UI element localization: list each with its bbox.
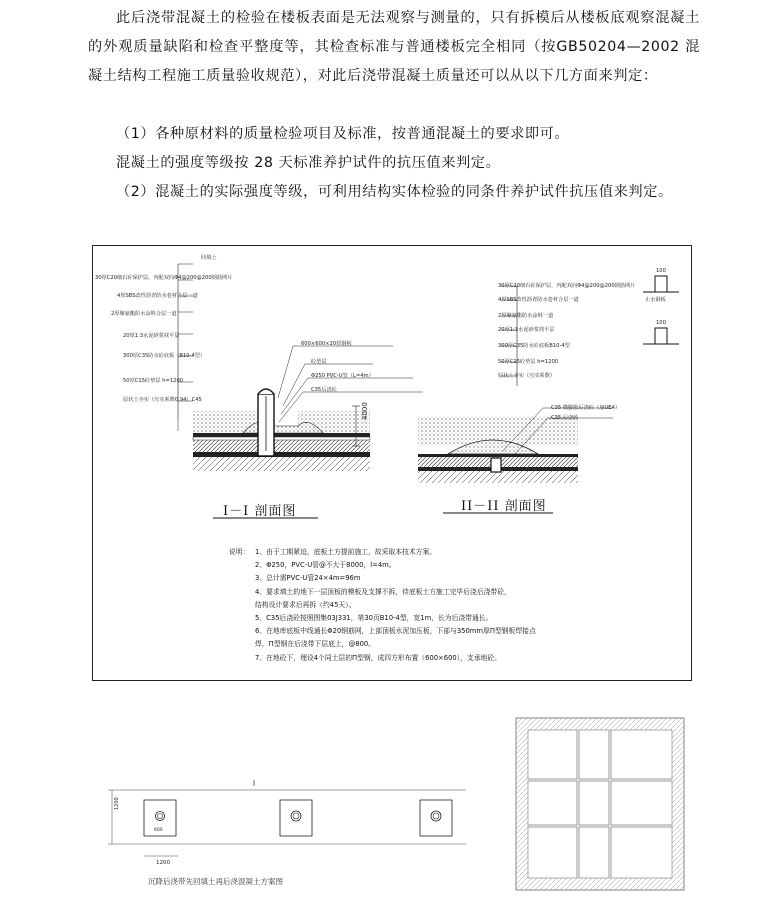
plan-post-2 bbox=[280, 800, 312, 836]
detail-label-2: 100 bbox=[656, 320, 666, 326]
note-line: 2、Φ250，PVC-U管@不大于8000，l=4m。 bbox=[255, 561, 396, 570]
plan-view bbox=[96, 770, 476, 893]
section-2-title: II－II 剖面图 bbox=[461, 499, 547, 514]
note-line: 结构设计要求后再拆（约45天）。 bbox=[255, 600, 356, 609]
section-drawing bbox=[92, 245, 692, 681]
callout-left-1: 砼垫层 bbox=[311, 359, 327, 365]
notes-title: 说明： bbox=[229, 548, 250, 556]
note-line: 4、要求填土的地下一层顶板的模板及支撑不拆，待底板土方施工完毕后浇后浇带砼， bbox=[255, 587, 511, 596]
plan-dim-600: 600 bbox=[154, 828, 163, 833]
note-line: 3、总计需PVC-U管24×4m=96m bbox=[255, 574, 361, 583]
label-left-1: 30厚C20细石砼保护层，内配双向Φ4@200@200钢筋网片 bbox=[95, 275, 233, 281]
note-line: 5、C35后浇砼按照图集03J331，第30页B10-4型，宽1m，长为后浇带通长。 bbox=[255, 614, 493, 623]
paragraph-intro: 此后浇带混凝土的检验在楼板表面是无法观察与测量的，只有拆模后从楼板底观察混凝土的外观质量缺陷和检查平整度等，其检查标准与普通楼板完全相同（按GB50204—2002 混凝土结构工程施工质量验收规范），对此后浇带混凝土质量还可以从以下几方面来判定： bbox=[88, 10, 700, 84]
label-left-5: 300厚C35防水砼底板（B10-4型） bbox=[123, 353, 206, 359]
callout-left-2: Φ250 PVC-U管（L=4m） bbox=[311, 373, 374, 379]
label-right-4: 300厚C35防水砼底板B10-4型 bbox=[498, 343, 570, 349]
paragraph-item-2: （2）混凝土的实际强度等级，可利用结构实体检验的同条件养护试件抗压值来判定。 bbox=[116, 184, 673, 200]
callout-right-0: C35 微膨胀后浇砼（加UEA） bbox=[551, 405, 621, 411]
note-line: 6、在地库底板中线通长Φ20钢筋网，上部顶板水泥加压板，下部与350mm厚Π型钢板焊接点 bbox=[255, 627, 536, 636]
label-right-1: 4厚SBS改性沥青防水卷材合层一道 bbox=[498, 297, 579, 303]
plan-dim-horizontal: 1200 bbox=[156, 860, 170, 866]
section-1-title: I－I 剖面图 bbox=[223, 504, 297, 519]
note-line: 1、由于工期紧迫，底板土方提前施工，故采取本技术方案。 bbox=[255, 548, 437, 556]
plan-dim-vertical: 1200 bbox=[114, 797, 120, 810]
detail-label-0: 100 bbox=[656, 268, 666, 274]
note-line: 7、在地砼下，埋设4个同土层的Π型钢，成四方形布置（600×600），支承地砼。 bbox=[255, 653, 501, 662]
label-right-5: 50厚C15砼垫层 h=1200 bbox=[498, 359, 559, 365]
grid-detail-svg bbox=[514, 716, 686, 892]
label-left-6: 50厚C15砼垫层 h=1200 bbox=[123, 378, 184, 384]
label-left-3: 2厚聚氨酯防水涂料合层一道 bbox=[111, 311, 177, 317]
section-1 bbox=[178, 264, 423, 518]
paragraph-strength: 混凝土的强度等级按 28 天标准养护试件的抗压值来判定。 bbox=[116, 155, 501, 171]
plan-post-3 bbox=[420, 800, 452, 836]
label-right-2: 2厚聚氨酯防水涂料一道 bbox=[498, 313, 554, 319]
dimension-4000: 4000 bbox=[361, 402, 369, 420]
label-right-6: 原状土夯实（压实系数） bbox=[498, 373, 556, 379]
plan-view-svg bbox=[96, 770, 476, 893]
label-right-3: 20厚1:3水泥砂浆找平层 bbox=[498, 327, 555, 333]
note-line: 焊，Π型钢在后浇带下层底上，@800。 bbox=[255, 640, 376, 649]
plan-caption: 沉降后浇带先回填土再后浇混凝土方案图 bbox=[148, 877, 283, 886]
grid-detail bbox=[514, 716, 686, 892]
label-left-7: 原状土夯实（压实系数0.94）C45 bbox=[123, 397, 202, 403]
notes-block bbox=[229, 546, 669, 665]
label-left-2: 4厚SBS改性沥青防水卷材合层一道 bbox=[117, 293, 198, 299]
label-left-0: 回填土 bbox=[201, 255, 217, 261]
label-left-4: 20厚1:3水泥砂浆找平层 bbox=[123, 333, 180, 339]
label-right-0: 30厚C20细石砼保护层，内配双向Φ4@200@200钢筋网片 bbox=[498, 283, 636, 289]
paragraph-item-1: （1）各种原材料的质量检验项目及标准，按普通混凝土的要求即可。 bbox=[116, 126, 570, 142]
callout-right-1: C35 后浇砼 bbox=[551, 415, 579, 421]
callout-left-3: C35后浇砼 bbox=[311, 387, 337, 393]
detail-label-1: 止水钢板 bbox=[645, 297, 666, 303]
callout-left-0: 600×600×20厚钢板 bbox=[301, 341, 352, 347]
